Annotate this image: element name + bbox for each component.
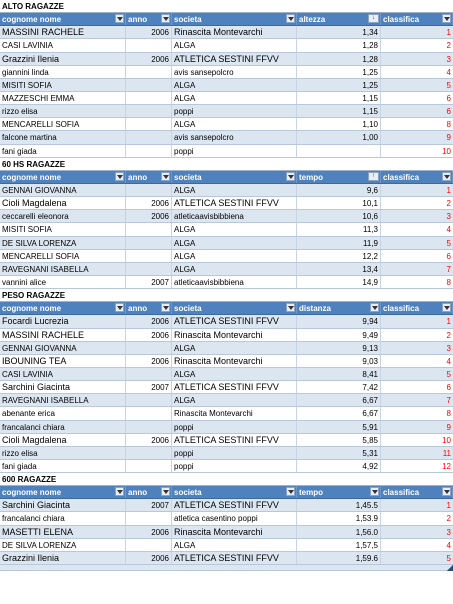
filter-dropdown-icon[interactable] [442,303,451,312]
cell-rank[interactable]: 2 [446,199,451,209]
cell-name[interactable]: giannini linda [0,66,126,78]
cell-rank[interactable]: 6 [446,107,451,117]
cell-result[interactable]: 1,53.9 [297,512,381,524]
header-club[interactable] [172,13,297,25]
cell-result[interactable]: 1,10 [297,118,381,130]
cell-rank[interactable]: 8 [446,409,451,419]
table-row [0,342,453,355]
filter-dropdown-icon[interactable] [442,14,451,23]
cell-year[interactable]: 2007 [126,276,172,288]
cell-rank[interactable]: 5 [446,369,451,379]
cell-club[interactable]: atleticaavisbibbiena [172,276,297,288]
header-club[interactable] [172,486,297,498]
cell-result[interactable]: 1,25 [297,79,381,91]
cell-rank[interactable]: 8 [446,277,451,287]
section-title-row [0,473,453,486]
cell-club[interactable]: ATLETICA SESTINI FFVV [172,315,297,327]
cell-year[interactable] [126,223,172,235]
cell-rank[interactable]: 12 [442,461,451,471]
cell-year[interactable]: 2006 [126,26,172,38]
cell-rank[interactable]: 4 [446,540,451,550]
cell-rank[interactable]: 1 [446,317,451,327]
filter-dropdown-icon[interactable] [370,303,379,312]
cell-club[interactable]: Rinascita Montevarchi [172,329,297,341]
cell-name[interactable]: fani giada [0,460,126,472]
table-row-partial [0,565,453,571]
table-row [0,315,453,328]
cell-club[interactable]: ALGA [172,79,297,91]
cell-name[interactable]: MASETTI ELENA [0,526,126,538]
sort-filter-icon[interactable]: ↓ [368,14,379,23]
cell-rank[interactable]: 10 [442,146,451,156]
cell-year[interactable] [126,263,172,275]
cell-year[interactable] [126,407,172,419]
cell-name[interactable]: MASSINI RACHELE [0,26,126,38]
cell-year[interactable]: 2006 [126,53,172,65]
table-row [0,447,453,460]
header-club[interactable] [172,302,297,314]
table-row [0,394,453,407]
cell-year[interactable] [126,131,172,143]
cell-club[interactable]: ATLETICA SESTINI FFVV [172,552,297,564]
cell-rank[interactable]: 6 [446,383,451,393]
cell-result[interactable]: 5,91 [297,421,381,433]
table-row [0,131,453,144]
header-rank[interactable] [381,302,453,314]
cell-result[interactable]: 1,57,5 [297,539,381,551]
cell-year[interactable] [126,92,172,104]
section-title: ALTO RAGAZZE [2,2,64,11]
cell-result[interactable]: 1,45.5 [297,499,381,511]
header-label: classifica [383,172,420,182]
table-row [0,552,453,565]
cell-name[interactable]: CASI LAVINIA [0,39,126,51]
header-club[interactable] [172,171,297,183]
table-row [0,460,453,473]
table-row [0,329,453,342]
table-row [0,197,453,210]
cell-club[interactable]: ALGA [172,237,297,249]
filter-dropdown-icon[interactable] [286,303,295,312]
header-label: classifica [383,304,420,314]
cell-rank[interactable]: 7 [446,396,451,406]
cell-year[interactable] [126,250,172,262]
cell-result[interactable] [297,145,381,157]
cell-club[interactable]: poppi [172,447,297,459]
filter-dropdown-icon[interactable] [370,487,379,496]
table-row [0,105,453,118]
cell-name[interactable]: Grazzini Ilenia [0,53,126,65]
cell-year[interactable]: 2006 [126,526,172,538]
table-row [0,368,453,381]
header-rank[interactable] [381,13,453,25]
cell-year[interactable] [126,460,172,472]
cell-club[interactable]: ATLETICA SESTINI FFVV [172,197,297,209]
cell-rank[interactable]: 5 [446,80,451,90]
cell-year[interactable] [126,79,172,91]
cell-club[interactable]: ALGA [172,250,297,262]
table-row [0,512,453,525]
cell-name[interactable]: IBOUNING TEA [0,355,126,367]
cell-name[interactable]: abenante erica [0,407,126,419]
header-label: anno [128,172,148,182]
cell-result[interactable]: 8,41 [297,368,381,380]
table-header-row [0,302,453,315]
table-row [0,26,453,39]
cell-name[interactable]: falcone martina [0,131,126,143]
table-row [0,421,453,434]
header-label: societa [174,15,202,25]
header-result[interactable] [297,486,381,498]
cell-rank[interactable]: 1 [446,501,451,511]
cell-club[interactable]: Rinascita Montevarchi [172,407,297,419]
section-title: 60 HS RAGAZZE [2,159,66,169]
header-year[interactable] [126,13,172,25]
table-row [0,237,453,250]
cell-name[interactable]: fani giada [0,145,126,157]
cell-year[interactable] [126,66,172,78]
cell-year[interactable] [126,368,172,380]
cell-name[interactable]: rizzo elisa [0,447,126,459]
cell-result[interactable]: 1,00 [297,131,381,143]
cell-name[interactable]: Cioli Magdalena [0,434,126,446]
cell-year[interactable]: 2007 [126,499,172,511]
cell-result[interactable]: 5,85 [297,434,381,446]
cell-rank[interactable]: 2 [446,330,451,340]
filter-dropdown-icon[interactable] [286,14,295,23]
cell-name[interactable]: MASSINI RACHELE [0,329,126,341]
cell-rank[interactable]: 2 [446,41,451,51]
cell-club[interactable]: ALGA [172,368,297,380]
cell-rank[interactable]: 7 [446,264,451,274]
filter-dropdown-icon[interactable] [161,14,170,23]
table-row [0,39,453,52]
cell-rank[interactable]: 4 [446,225,451,235]
cell-result[interactable]: 4,92 [297,460,381,472]
cell-name[interactable]: RAVEGNANI ISABELLA [0,263,126,275]
cell-result[interactable]: 1,28 [297,53,381,65]
filter-dropdown-icon[interactable] [286,487,295,496]
section-title-row [0,0,453,13]
table-row [0,407,453,420]
table-row [0,66,453,79]
cell-rank[interactable]: 11 [442,448,451,458]
table-header-row [0,171,453,184]
header-label: tempo [299,172,323,182]
section-title-row [0,289,453,302]
header-name[interactable] [0,486,126,498]
cell-year[interactable]: 2006 [126,434,172,446]
filter-dropdown-icon[interactable] [442,487,451,496]
cell-rank[interactable]: 3 [446,527,451,537]
cell-club[interactable]: ALGA [172,263,297,275]
cell-year[interactable] [126,105,172,117]
cell-rank[interactable]: 1 [446,28,451,38]
cell-year[interactable]: 2006 [126,210,172,222]
header-result[interactable] [297,13,381,25]
cell-club[interactable]: Rinascita Montevarchi [172,26,297,38]
table-row [0,53,453,66]
cell-year[interactable] [126,145,172,157]
header-label: classifica [383,15,420,25]
cell-rank[interactable]: 3 [446,343,451,353]
cell-rank[interactable]: 9 [446,422,451,432]
cell-rank[interactable]: 5 [446,238,451,248]
header-year[interactable] [126,171,172,183]
header-name[interactable] [0,13,126,25]
cell-club[interactable]: ATLETICA SESTINI FFVV [172,53,297,65]
table-row [0,118,453,131]
cell-result[interactable]: 1,56.0 [297,526,381,538]
table-header-row [0,486,453,499]
cell-result[interactable]: 13,4 [297,263,381,275]
cell-year[interactable] [126,342,172,354]
cell-name[interactable]: MENCARELLI SOFIA [0,118,126,130]
cell-result[interactable]: 10,6 [297,210,381,222]
cell-year[interactable]: 2006 [126,329,172,341]
cell-name[interactable]: francalanci chiara [0,512,126,524]
cell-year[interactable]: 2007 [126,381,172,393]
table-row [0,79,453,92]
cell-year[interactable]: 2006 [126,355,172,367]
cell-club[interactable]: ALGA [172,394,297,406]
cell-result[interactable]: 6,67 [297,394,381,406]
cell-year[interactable]: 2006 [126,552,172,564]
cell-result[interactable]: 1,28 [297,39,381,51]
cell-club[interactable]: poppi [172,460,297,472]
table-header-row [0,13,453,26]
header-name[interactable] [0,302,126,314]
table-row [0,276,453,289]
filter-dropdown-icon[interactable] [161,172,170,181]
cell-club[interactable]: Rinascita Montevarchi [172,526,297,538]
table-row [0,210,453,223]
header-label: cognome nome [2,172,62,182]
cell-name[interactable]: Sarchini Giacinta [0,499,126,511]
cell-club[interactable]: atleticaavisbibbiena [172,210,297,222]
cell-name[interactable]: GENNAI GIOVANNA [0,184,126,196]
cell-rank[interactable]: 6 [446,93,451,103]
header-label: cognome nome [2,15,62,25]
table-row [0,355,453,368]
cell-result[interactable]: 9,94 [297,315,381,327]
cell-result[interactable]: 7,42 [297,381,381,393]
header-label: altezza [299,15,326,25]
cell-rank[interactable]: 3 [446,54,451,64]
table-row [0,499,453,512]
cell-result[interactable]: 10,1 [297,197,381,209]
cell-year[interactable] [126,394,172,406]
header-label: cognome nome [2,304,62,314]
cell-club[interactable]: ATLETICA SESTINI FFVV [172,434,297,446]
table-row [0,263,453,276]
cell-club[interactable]: ALGA [172,118,297,130]
cell-result[interactable]: 9,03 [297,355,381,367]
cell-name[interactable]: MISITI SOFIA [0,223,126,235]
cell-rank[interactable]: 5 [446,553,451,563]
cell-rank[interactable]: 9 [446,133,451,143]
header-rank[interactable] [381,486,453,498]
cell-name[interactable]: Cioli Magdalena [0,197,126,209]
cell-rank[interactable]: 6 [446,251,451,261]
cell-name[interactable]: CASI LAVINIA [0,368,126,380]
header-year[interactable] [126,302,172,314]
cell-result[interactable]: 9,13 [297,342,381,354]
cell-result[interactable]: 1,34 [297,26,381,38]
table-row [0,92,453,105]
cell-club[interactable]: atletica casentino poppi [172,512,297,524]
cell-year[interactable]: 2006 [126,197,172,209]
cell-name[interactable]: vannini alice [0,276,126,288]
cell-name[interactable]: rizzo elisa [0,105,126,117]
cell-club[interactable]: poppi [172,105,297,117]
cell-name[interactable]: DE SILVA LORENZA [0,237,126,249]
cell-name[interactable]: MENCARELLI SOFIA [0,250,126,262]
header-year[interactable] [126,486,172,498]
cell-result[interactable]: 9,6 [297,184,381,196]
table-row [0,526,453,539]
cell-result[interactable]: 6,67 [297,407,381,419]
header-label: societa [174,488,202,498]
cell-result[interactable]: 1,25 [297,66,381,78]
filter-dropdown-icon[interactable] [115,303,124,312]
cell-year[interactable] [126,447,172,459]
cell-club[interactable]: ALGA [172,39,297,51]
cell-result[interactable]: 11,3 [297,223,381,235]
cell-year[interactable] [126,184,172,196]
cell-result[interactable]: 1,15 [297,92,381,104]
cell-club[interactable]: ALGA [172,223,297,235]
filter-dropdown-icon[interactable] [115,487,124,496]
sort-filter-icon[interactable]: ↑ [368,172,379,181]
cell-year[interactable] [126,421,172,433]
cell-club[interactable]: avis sansepolcro [172,131,297,143]
table-row [0,434,453,447]
cell-club[interactable]: avis sansepolcro [172,66,297,78]
cell-name[interactable]: Focardi Lucrezia [0,315,126,327]
filter-dropdown-icon[interactable] [115,14,124,23]
cell-club[interactable]: ALGA [172,92,297,104]
cell-rank[interactable]: 2 [446,514,451,524]
cell-result[interactable]: 1,15 [297,105,381,117]
cell-rank[interactable]: 10 [442,435,451,445]
cell-year[interactable] [126,39,172,51]
cell-club[interactable]: poppi [172,145,297,157]
filter-dropdown-icon[interactable] [161,487,170,496]
filter-dropdown-icon[interactable] [442,172,451,181]
header-label: societa [174,172,202,182]
cell-name[interactable]: MAZZESCHI EMMA [0,92,126,104]
header-result[interactable] [297,171,381,183]
table-row [0,145,453,158]
cell-club[interactable]: ALGA [172,184,297,196]
filter-dropdown-icon[interactable] [115,172,124,181]
cell-year[interactable] [126,539,172,551]
cell-name[interactable]: RAVEGNANI ISABELLA [0,394,126,406]
cell-name[interactable]: francalanci chiara [0,421,126,433]
cell-club[interactable]: ATLETICA SESTINI FFVV [172,499,297,511]
header-label: societa [174,304,202,314]
cell-year[interactable] [126,118,172,130]
cell-name[interactable]: Sarchini Giacinta [0,381,126,393]
section-title: PESO RAGAZZE [2,291,66,301]
header-label: distanza [299,304,332,314]
cell-rank[interactable]: 1 [446,185,451,195]
header-label: cognome nome [2,488,62,498]
cell-rank[interactable]: 3 [446,212,451,222]
cell-rank[interactable]: 8 [446,120,451,130]
cell-result[interactable]: 12,2 [297,250,381,262]
table-row [0,250,453,263]
cell-name[interactable]: ceccarelli eleonora [0,210,126,222]
cell-club[interactable]: ALGA [172,342,297,354]
filter-dropdown-icon[interactable] [286,172,295,181]
section-title-row [0,158,453,171]
table-row [0,381,453,394]
header-label: anno [128,15,148,25]
cell-club[interactable]: ALGA [172,539,297,551]
cell-name[interactable]: Grazzini Ilenia [0,552,126,564]
cell-result[interactable]: 1,59.6 [297,552,381,564]
table-row [0,223,453,236]
filter-dropdown-icon[interactable] [161,303,170,312]
cell-result[interactable]: 9,49 [297,329,381,341]
cell-club[interactable]: poppi [172,421,297,433]
header-name[interactable] [0,171,126,183]
section-title: 600 RAGAZZE [2,475,57,485]
table-row [0,184,453,197]
cell-rank[interactable]: 4 [446,356,451,366]
cell-name[interactable]: DE SILVA LORENZA [0,539,126,551]
cell-club[interactable]: Rinascita Montevarchi [172,355,297,367]
cell-year[interactable]: 2006 [126,315,172,327]
cell-result[interactable]: 14,9 [297,276,381,288]
table-resize-handle[interactable] [447,565,453,571]
cell-result[interactable]: 5,31 [297,447,381,459]
header-label: anno [128,304,148,314]
cell-name[interactable]: MISITI SOFIA [0,79,126,91]
header-label: anno [128,488,148,498]
table-row [0,539,453,552]
cell-year[interactable] [126,512,172,524]
cell-result[interactable]: 11,9 [297,237,381,249]
cell-rank[interactable]: 4 [446,67,451,77]
header-label: tempo [299,488,323,498]
cell-year[interactable] [126,237,172,249]
cell-name[interactable]: GENNAI GIOVANNA [0,342,126,354]
header-label: classifica [383,488,420,498]
header-rank[interactable] [381,171,453,183]
header-result[interactable] [297,302,381,314]
cell-club[interactable]: ATLETICA SESTINI FFVV [172,381,297,393]
